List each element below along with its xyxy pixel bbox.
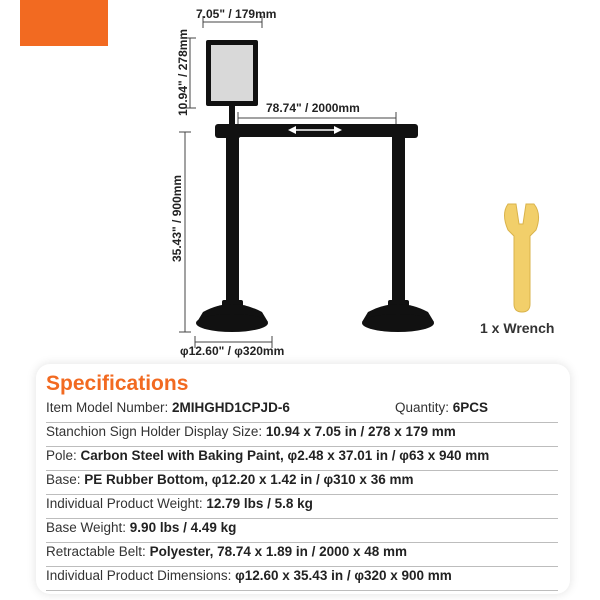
belt-length-label: 78.74" / 2000mm: [266, 101, 360, 115]
spec-value: Carbon Steel with Baking Paint, φ2.48 x 37.01 in / φ63 x 940 mm: [80, 448, 490, 463]
spec-label: Base Weight:: [46, 520, 130, 535]
sign-holder: [206, 40, 258, 130]
sign-width-label: 7.05" / 179mm: [196, 7, 277, 21]
spec-row-model: [46, 400, 558, 423]
spec-label: Individual Product Dimensions:: [46, 568, 236, 583]
spec-value: PE Rubber Bottom, φ12.20 x 1.42 in / φ310 x 36 mm: [84, 472, 414, 487]
retractable-belt: [238, 124, 402, 137]
spec-row-product-weight: [46, 496, 558, 519]
wrench-label: 1 x Wrench: [480, 320, 555, 336]
base-diameter-label: φ12.60" / φ320mm: [180, 344, 285, 358]
sign-height-label: 10.94" / 278mm: [176, 28, 190, 116]
spec-row-display-size: [46, 424, 558, 447]
spec-row-base-weight: [46, 520, 558, 543]
spec-label: Retractable Belt:: [46, 544, 150, 559]
spec-row-product-dimensions: [46, 568, 558, 591]
spec-label: Individual Product Weight:: [46, 496, 207, 511]
specifications-title: Specifications: [46, 372, 189, 395]
spec-label: Item Model Number:: [46, 400, 173, 415]
wrench-icon: [505, 204, 539, 312]
spec-value: 10.94 x 7.05 in / 278 x 179 mm: [265, 424, 456, 439]
spec-value: 9.90 lbs / 4.49 kg: [129, 520, 237, 535]
spec-value: φ12.60 x 35.43 in / φ320 x 900 mm: [235, 568, 452, 583]
quantity-value: 6PCS: [452, 400, 489, 415]
spec-value: 2MIHGHD1CPJD-6: [172, 400, 290, 415]
quantity-label: Quantity:: [395, 400, 453, 415]
quantity: [395, 400, 488, 415]
spec-row-belt: [46, 544, 558, 567]
spec-value: Polyester, 78.74 x 1.89 in / 2000 x 48 mm: [149, 544, 407, 559]
spec-row-pole: [46, 448, 558, 471]
left-stanchion: [196, 124, 268, 332]
spec-label: Pole:: [46, 448, 81, 463]
spec-label: Stanchion Sign Holder Display Size:: [46, 424, 266, 439]
right-stanchion: [362, 124, 434, 332]
spec-label: Base:: [46, 472, 85, 487]
pole-height-label: 35.43" / 900mm: [170, 174, 184, 262]
spec-value: 12.79 lbs / 5.8 kg: [206, 496, 313, 511]
spec-row-base: [46, 472, 558, 495]
